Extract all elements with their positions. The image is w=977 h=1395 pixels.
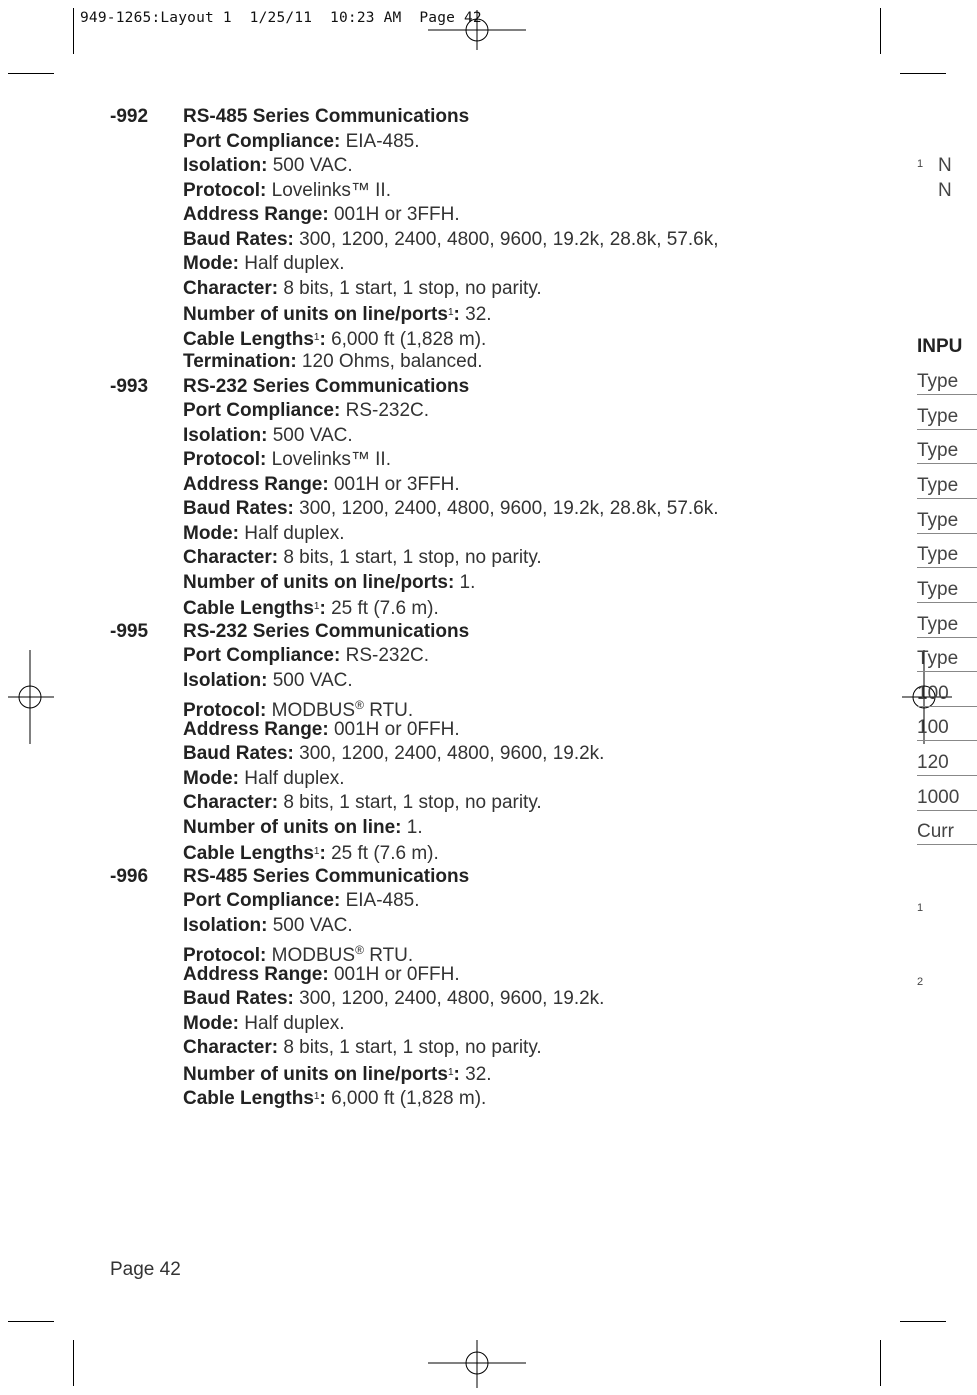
right-row: 1000	[917, 787, 977, 811]
character-line: Character: 8 bits, 1 start, 1 stop, no parity.	[183, 277, 542, 299]
crop-mark-bottom-right-v	[880, 1340, 881, 1386]
units-line: Number of units on line/ports$^1$: 32.	[183, 1063, 492, 1085]
baud-rates-line: Baud Rates: 300, 1200, 2400, 4800, 9600, 19.2k, 28.8k, 57.6k.	[183, 498, 719, 519]
right-row: 100	[917, 683, 977, 707]
mode-line: Mode: Half duplex.	[183, 1012, 345, 1034]
page-number: Page 42	[110, 1259, 181, 1280]
units-line: Number of units on line/ports: 1.	[183, 571, 476, 593]
section-title: RS-485 Series Communications	[183, 865, 470, 887]
address-range-line: Address Range: 001H or 0FFH.	[183, 718, 460, 740]
cable-lengths-line: Cable Lengths$^1$: 25 ft (7.6 m).	[183, 598, 439, 619]
section-code: -993	[110, 375, 149, 397]
section-code: -992	[110, 106, 149, 127]
port-compliance-line: Port Compliance: EIA-485.	[183, 130, 420, 152]
section-code: -996	[110, 865, 149, 887]
termination-line: Termination: 120 Ohms, balanced.	[183, 351, 483, 372]
right-row: Curr	[917, 821, 977, 845]
crop-mark-top-right-v	[880, 8, 881, 54]
mode-line: Mode: Half duplex.	[183, 522, 345, 544]
right-heading: INPU	[917, 336, 963, 357]
baud-rates-line: Baud Rates: 300, 1200, 2400, 4800, 9600, 19.2k.	[183, 743, 605, 764]
slug-line: 949-1265:Layout 1 1/25/11 10:23 AM Page 42	[80, 10, 482, 26]
right-row: Type	[917, 510, 977, 534]
mode-line: Mode: Half duplex.	[183, 767, 345, 789]
right-row: Type	[917, 440, 977, 464]
section-code: -995	[110, 620, 149, 642]
right-row: Type	[917, 614, 977, 638]
right-footnote-marker: 1	[917, 158, 924, 170]
units-line: Number of units on line: 1.	[183, 816, 423, 838]
protocol-line: Protocol: MODBUS® RTU.	[183, 698, 414, 721]
right-row: Type	[917, 648, 977, 672]
isolation-line: Isolation: 500 VAC.	[183, 914, 353, 936]
protocol-line: Protocol: Lovelinks™ II.	[183, 179, 391, 201]
crop-mark-bottom-left-h	[8, 1321, 54, 1322]
units-line: Number of units on line/ports$^1$: 32.	[183, 304, 492, 325]
section-title: RS-232 Series Communications	[183, 620, 470, 642]
section-992	[110, 105, 810, 375]
isolation-line: Isolation: 500 VAC.	[183, 669, 353, 691]
adjacent-page-fragment	[917, 0, 963, 1395]
right-row: 100	[917, 717, 977, 741]
right-row: Type	[917, 544, 977, 568]
section-title: RS-485 Series Communications	[183, 106, 470, 127]
right-footnote-line-2: N	[938, 180, 952, 201]
cable-lengths-line: Cable Lengths$^1$: 6,000 ft (1,828 m).	[183, 1088, 487, 1109]
address-range-line: Address Range: 001H or 3FFH.	[183, 204, 460, 225]
registration-mark-top	[426, 6, 528, 52]
crop-mark-top-left-v	[73, 8, 74, 54]
spec-content	[110, 105, 810, 1110]
address-range-line: Address Range: 001H or 3FFH.	[183, 473, 460, 495]
crop-mark-top-left-h	[8, 73, 54, 74]
right-row: Type	[917, 579, 977, 603]
right-note-2: 2	[917, 976, 924, 988]
baud-rates-line: Baud Rates: 300, 1200, 2400, 4800, 9600, 19.2k.	[183, 988, 605, 1009]
right-row: 120	[917, 752, 977, 776]
right-note-1: 1	[917, 902, 924, 914]
character-line: Character: 8 bits, 1 start, 1 stop, no parity.	[183, 547, 542, 568]
port-compliance-line: Port Compliance: RS-232C.	[183, 645, 430, 666]
isolation-line: Isolation: 500 VAC.	[183, 424, 353, 446]
crop-mark-bottom-left-v	[73, 1340, 74, 1386]
character-line: Character: 8 bits, 1 start, 1 stop, no parity.	[183, 1037, 542, 1058]
port-compliance-line: Port Compliance: RS-232C.	[183, 400, 430, 421]
section-993	[110, 375, 810, 620]
baud-rates-line: Baud Rates: 300, 1200, 2400, 4800, 9600, 19.2k, 28.8k, 57.6k,	[183, 228, 719, 250]
protocol-line: Protocol: MODBUS® RTU.	[183, 943, 414, 966]
section-996	[110, 865, 810, 1110]
section-995	[110, 620, 810, 865]
cable-lengths-line: Cable Lengths$^1$: 25 ft (7.6 m).	[183, 843, 439, 864]
right-footnote-line-1: N	[938, 155, 952, 176]
section-title: RS-232 Series Communications	[183, 375, 470, 397]
protocol-line: Protocol: Lovelinks™ II.	[183, 449, 391, 470]
address-range-line: Address Range: 001H or 0FFH.	[183, 963, 460, 985]
cable-lengths-line: Cable Lengths$^1$: 6,000 ft (1,828 m).	[183, 328, 487, 350]
isolation-line: Isolation: 500 VAC.	[183, 155, 353, 176]
character-line: Character: 8 bits, 1 start, 1 stop, no parity.	[183, 792, 542, 813]
registration-mark-bottom	[426, 1338, 528, 1390]
right-row: Type	[917, 475, 977, 499]
port-compliance-line: Port Compliance: EIA-485.	[183, 890, 420, 911]
registration-mark-left	[6, 648, 56, 746]
right-row: Type	[917, 406, 977, 430]
mode-line: Mode: Half duplex.	[183, 253, 345, 274]
right-row: Type	[917, 371, 977, 395]
